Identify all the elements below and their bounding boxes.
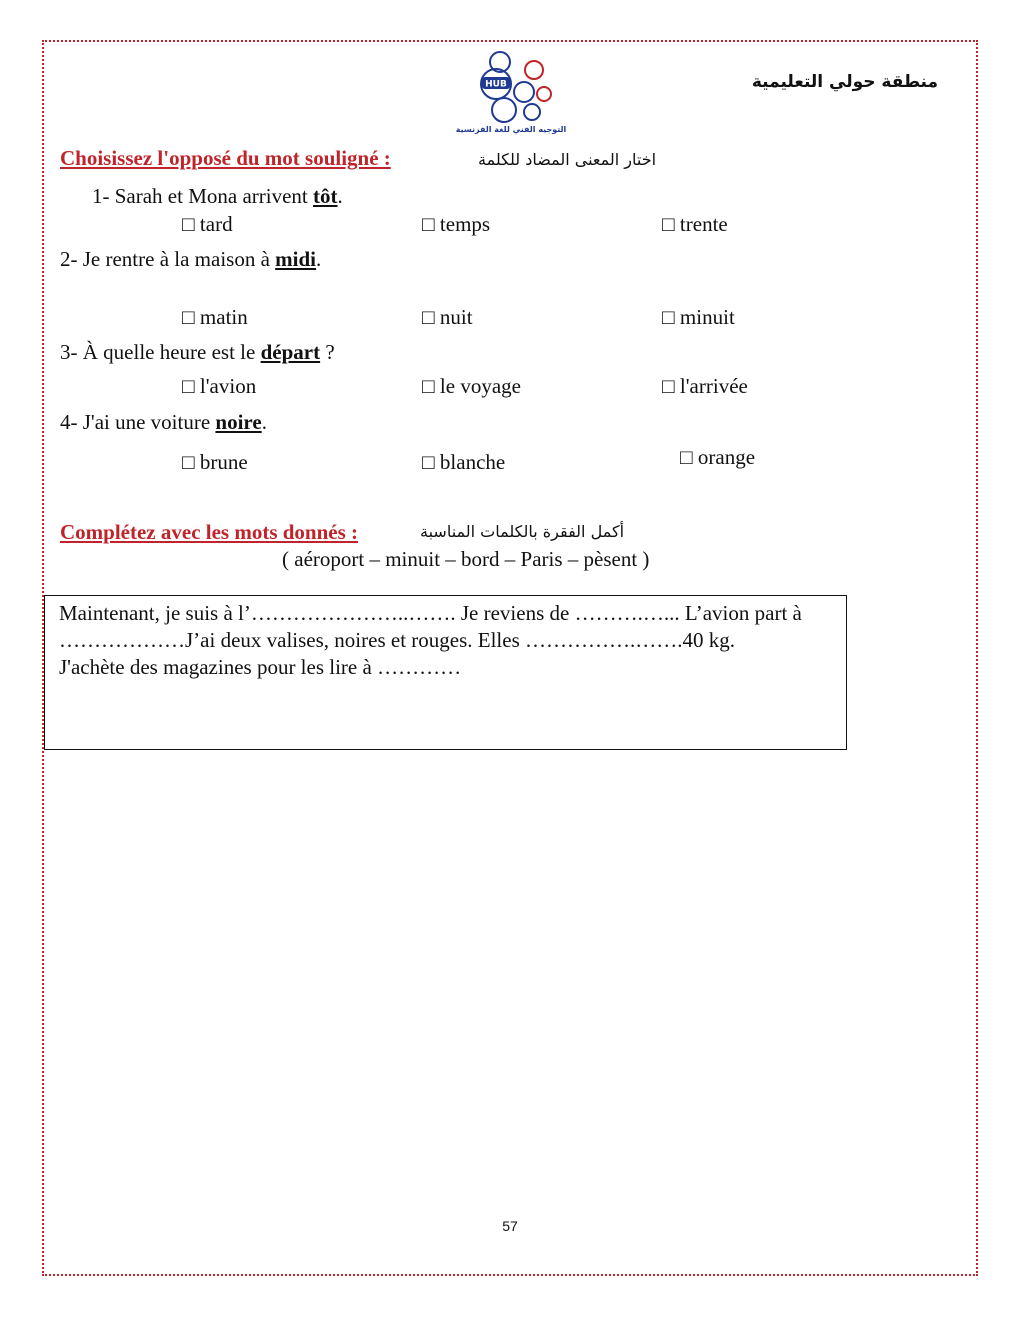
logo-caption: التوجيه الفني للغة الفرنسية bbox=[455, 125, 567, 134]
region-title: منطقة حولي التعليمية bbox=[751, 72, 938, 92]
logo-circle bbox=[492, 98, 516, 122]
paragraph-line: ………………J’ai deux valises, noires et rouges. Elles …………….…….40 kg. bbox=[59, 628, 735, 652]
option[interactable]: □ minuit bbox=[662, 305, 735, 329]
page-number: 57 bbox=[502, 1218, 518, 1234]
option[interactable]: □ nuit bbox=[422, 305, 473, 329]
option[interactable]: □ blanche bbox=[422, 450, 506, 474]
logo-circle bbox=[525, 61, 543, 79]
section1-arabic: اختار المعنى المضاد للكلمة bbox=[478, 150, 657, 169]
logo-badge-text: HUB bbox=[485, 79, 507, 90]
logo-circle bbox=[537, 87, 551, 101]
logo-circle bbox=[524, 104, 540, 120]
paragraph-line: Maintenant, je suis à l’…………………..……. Je reviens de ……….…... L’avion part à bbox=[59, 601, 802, 625]
underlined-word: tôt bbox=[313, 184, 338, 208]
option[interactable]: □ l'arrivée bbox=[662, 374, 748, 398]
option[interactable]: □ le voyage bbox=[422, 374, 521, 398]
section2-arabic: أكمل الفقرة بالكلمات المناسبة bbox=[420, 522, 625, 541]
fill-in-paragraph bbox=[44, 595, 847, 750]
hub-logo bbox=[452, 44, 570, 140]
option[interactable]: □ matin bbox=[182, 305, 248, 329]
option[interactable]: □ tard bbox=[182, 212, 233, 236]
option[interactable]: □ brune bbox=[182, 450, 248, 474]
section2-title: Complétez avec les mots donnés : bbox=[60, 520, 359, 544]
paragraph-line: J'achète des magazines pour les lire à ………… bbox=[59, 655, 462, 679]
question-1: 1- Sarah et Mona arrivent tôt. bbox=[92, 184, 343, 208]
question-4: 4- J'ai une voiture noire. bbox=[60, 410, 267, 434]
word-bank: ( aéroport – minuit – bord – Paris – pèsent ) bbox=[282, 547, 650, 571]
option[interactable]: □ temps bbox=[422, 212, 491, 236]
underlined-word: départ bbox=[260, 340, 321, 364]
logo-circle bbox=[514, 82, 534, 102]
section1-title: Choisissez l'opposé du mot souligné : bbox=[60, 146, 391, 170]
underlined-word: noire bbox=[215, 410, 262, 434]
underlined-word: midi bbox=[275, 247, 317, 271]
option[interactable]: □ l'avion bbox=[182, 374, 257, 398]
option[interactable]: □ orange bbox=[680, 445, 756, 469]
question-2: 2- Je rentre à la maison à midi. bbox=[60, 247, 322, 271]
option[interactable]: □ trente bbox=[662, 212, 728, 236]
question-3: 3- À quelle heure est le départ ? bbox=[60, 340, 335, 364]
